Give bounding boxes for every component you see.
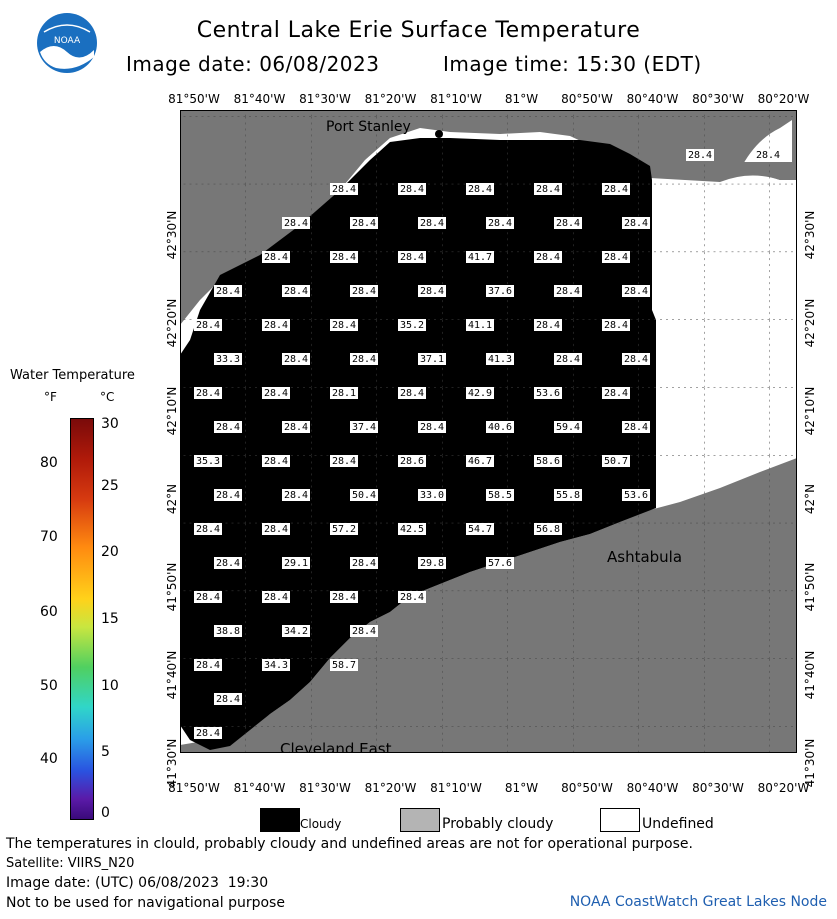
cloudy-label: Cloudy <box>300 817 342 831</box>
longitude-label: 80°40'W <box>626 781 679 795</box>
color-scale-bar <box>70 418 94 820</box>
temperature-label: 28.4 <box>467 184 493 195</box>
probably-cloudy-label: Probably cloudy <box>442 816 554 832</box>
longitude-label: 81°30'W <box>299 781 351 795</box>
longitude-label: 80°20'W <box>757 92 810 106</box>
latitude-label: 42°20'N <box>803 298 817 348</box>
temperature-label: 56.8 <box>535 524 561 535</box>
temperature-label: 57.2 <box>331 524 357 535</box>
temperature-label: 28.4 <box>351 558 377 569</box>
temperature-label: 28.4 <box>419 422 445 433</box>
temperature-label: 28.4 <box>263 592 289 603</box>
temperature-label: 28.4 <box>623 286 649 297</box>
longitude-label: 81°10'W <box>430 781 482 795</box>
legend-title: Water Temperature <box>10 368 135 383</box>
temperature-label: 57.6 <box>487 558 513 569</box>
celsius-tick: 5 <box>101 744 110 760</box>
temperature-label: 40.6 <box>487 422 513 433</box>
temperature-label: 41.1 <box>467 320 493 331</box>
temperature-label: 28.4 <box>419 286 445 297</box>
longitude-label: 80°40'W <box>626 92 679 106</box>
undefined-swatch <box>600 808 640 832</box>
logo-text: NOAA <box>53 36 81 46</box>
celsius-tick: 25 <box>101 478 119 494</box>
longitude-label: 80°20'W <box>757 781 810 795</box>
temperature-label: 34.2 <box>283 626 309 637</box>
temperature-label: 28.4 <box>399 592 425 603</box>
longitude-label: 81°50'W <box>168 92 220 106</box>
longitude-label: 81°W <box>504 781 539 795</box>
temperature-label: 28.4 <box>351 218 377 229</box>
temperature-label: 28.4 <box>419 218 445 229</box>
latitude-label: 42°30'N <box>803 210 817 260</box>
latitude-label: 42°N <box>803 483 817 515</box>
navigation-warning: Not to be used for navigational purpose <box>6 895 285 911</box>
temperature-label: 28.4 <box>283 490 309 501</box>
celsius-tick: 0 <box>101 805 110 821</box>
temperature-label: 28.4 <box>215 558 241 569</box>
temperature-label: 50.4 <box>351 490 377 501</box>
longitude-label: 81°30'W <box>299 92 351 106</box>
temperature-label: 28.4 <box>603 320 629 331</box>
place-cleveland-east: Cleveland East <box>280 740 392 753</box>
latitude-label: 41°40'N <box>803 650 817 700</box>
fahrenheit-tick: 40 <box>40 751 58 767</box>
fahrenheit-tick: 80 <box>40 455 58 471</box>
probably-cloudy-swatch <box>400 808 440 832</box>
longitude-label: 81°40'W <box>233 781 286 795</box>
temperature-label: 28.4 <box>351 626 377 637</box>
temperature-label: 28.4 <box>555 218 581 229</box>
fahrenheit-tick: 60 <box>40 604 58 620</box>
longitude-label: 81°50'W <box>168 781 220 795</box>
celsius-tick: 15 <box>101 611 119 627</box>
temperature-label: 29.8 <box>419 558 445 569</box>
temperature-label: 28.4 <box>623 422 649 433</box>
image-time: Image time: 15:30 (EDT) <box>443 52 702 76</box>
longitude-label: 80°30'W <box>692 781 744 795</box>
temperature-label: 37.6 <box>487 286 513 297</box>
temperature-label: 28.4 <box>215 490 241 501</box>
temperature-label: 28.4 <box>687 150 713 161</box>
temperature-label: 34.3 <box>263 660 289 671</box>
longitude-label: 80°50'W <box>561 781 613 795</box>
image-date: Image date: 06/08/2023 <box>126 52 380 76</box>
temperature-label: 28.4 <box>487 218 513 229</box>
temperature-label: 28.4 <box>195 388 221 399</box>
temperature-label: 29.1 <box>283 558 309 569</box>
temperature-label: 28.4 <box>263 252 289 263</box>
temperature-label: 28.4 <box>215 286 241 297</box>
longitude-label: 81°40'W <box>233 92 286 106</box>
longitude-label: 80°30'W <box>692 92 744 106</box>
temperature-label: 59.4 <box>555 422 581 433</box>
temperature-label: 37.4 <box>351 422 377 433</box>
disclaimer: The temperatures in clould, probably cloudy and undefined areas are not for operational purpose. <box>6 836 693 852</box>
temperature-label: 37.1 <box>419 354 445 365</box>
latitude-label: 42°N <box>165 483 179 515</box>
temperature-label: 28.4 <box>195 524 221 535</box>
temperature-label: 28.4 <box>555 354 581 365</box>
temperature-label: 28.4 <box>399 184 425 195</box>
cloudy-swatch <box>260 808 300 832</box>
temperature-label: 38.8 <box>215 626 241 637</box>
latitude-label: 42°30'N <box>165 210 179 260</box>
longitude-label: 80°50'W <box>561 92 613 106</box>
temperature-label: 28.4 <box>623 354 649 365</box>
temperature-label: 28.4 <box>755 150 781 161</box>
longitude-label: 81°20'W <box>364 92 417 106</box>
temperature-label: 28.4 <box>603 388 629 399</box>
temperature-label: 28.4 <box>263 524 289 535</box>
temperature-label: 28.4 <box>623 218 649 229</box>
temperature-label: 28.4 <box>283 422 309 433</box>
temperature-label: 28.4 <box>351 354 377 365</box>
temperature-label: 28.4 <box>399 252 425 263</box>
lake-map <box>180 110 797 753</box>
temperature-label: 28.4 <box>331 320 357 331</box>
temperature-label: 58.5 <box>487 490 513 501</box>
latitude-label: 41°50'N <box>165 562 179 612</box>
temperature-label: 28.6 <box>399 456 425 467</box>
temperature-label: 42.5 <box>399 524 425 535</box>
temperature-label: 41.7 <box>467 252 493 263</box>
temperature-label: 28.4 <box>603 252 629 263</box>
temperature-label: 28.4 <box>283 354 309 365</box>
temperature-label: 41.3 <box>487 354 513 365</box>
temperature-label: 28.4 <box>399 388 425 399</box>
temperature-label: 28.4 <box>331 456 357 467</box>
undefined-label: Undefined <box>642 816 714 832</box>
latitude-label: 41°30'N <box>165 738 179 788</box>
credit: NOAA CoastWatch Great Lakes Node <box>569 894 827 910</box>
longitude-label: 81°W <box>504 92 539 106</box>
satellite: Satellite: VIIRS_N20 <box>6 856 135 871</box>
temperature-label: 28.4 <box>263 456 289 467</box>
temperature-label: 42.9 <box>467 388 493 399</box>
longitude-label: 81°10'W <box>430 92 482 106</box>
temperature-label: 28.4 <box>535 184 561 195</box>
temperature-label: 55.8 <box>555 490 581 501</box>
fahrenheit-tick: 50 <box>40 678 58 694</box>
temperature-label: 28.4 <box>283 286 309 297</box>
temperature-label: 58.6 <box>535 456 561 467</box>
celsius-tick: 20 <box>101 544 119 560</box>
latitude-label: 42°10'N <box>165 386 179 436</box>
temperature-label: 53.6 <box>623 490 649 501</box>
temperature-label: 28.4 <box>535 320 561 331</box>
temperature-label: 33.3 <box>215 354 241 365</box>
temperature-label: 28.4 <box>331 184 357 195</box>
place-port-stanley: Port Stanley <box>326 119 411 135</box>
longitude-label: 81°20'W <box>364 781 417 795</box>
place-ashtabula: Ashtabula <box>607 548 683 566</box>
page-title: Central Lake Erie Surface Temperature <box>196 18 641 43</box>
latitude-label: 42°10'N <box>803 386 817 436</box>
celsius-tick: 30 <box>101 416 119 432</box>
fahrenheit-tick: 70 <box>40 529 58 545</box>
utc-date: Image date: (UTC) 06/08/2023 19:30 <box>6 875 269 891</box>
temperature-label: 33.0 <box>419 490 445 501</box>
unit-celsius: °C <box>100 390 115 404</box>
temperature-label: 28.4 <box>195 728 221 739</box>
temperature-label: 28.4 <box>215 694 241 705</box>
port-stanley-marker <box>435 130 443 138</box>
cloud-key <box>0 808 837 838</box>
temperature-label: 28.4 <box>195 592 221 603</box>
celsius-tick: 10 <box>101 678 119 694</box>
temperature-label: 28.4 <box>555 286 581 297</box>
temperature-label: 53.6 <box>535 388 561 399</box>
temperature-label: 28.4 <box>603 184 629 195</box>
temperature-label: 35.2 <box>399 320 425 331</box>
latitude-label: 41°50'N <box>803 562 817 612</box>
latitude-label: 41°30'N <box>803 738 817 788</box>
temperature-label: 28.1 <box>331 388 357 399</box>
latitude-label: 42°20'N <box>165 298 179 348</box>
temperature-label: 28.4 <box>331 592 357 603</box>
temperature-label: 28.4 <box>351 286 377 297</box>
temperature-label: 28.4 <box>331 252 357 263</box>
temperature-label: 28.4 <box>283 218 309 229</box>
temperature-label: 50.7 <box>603 456 629 467</box>
unit-fahrenheit: °F <box>44 390 57 404</box>
temperature-label: 35.3 <box>195 456 221 467</box>
temperature-label: 58.7 <box>331 660 357 671</box>
temperature-label: 54.7 <box>467 524 493 535</box>
temperature-label: 28.4 <box>263 388 289 399</box>
temperature-label: 28.4 <box>195 660 221 671</box>
temperature-label: 28.4 <box>195 320 221 331</box>
temperature-label: 28.4 <box>263 320 289 331</box>
latitude-label: 41°40'N <box>165 650 179 700</box>
temperature-label: 28.4 <box>535 252 561 263</box>
temperature-label: 46.7 <box>467 456 493 467</box>
temperature-label: 28.4 <box>215 422 241 433</box>
